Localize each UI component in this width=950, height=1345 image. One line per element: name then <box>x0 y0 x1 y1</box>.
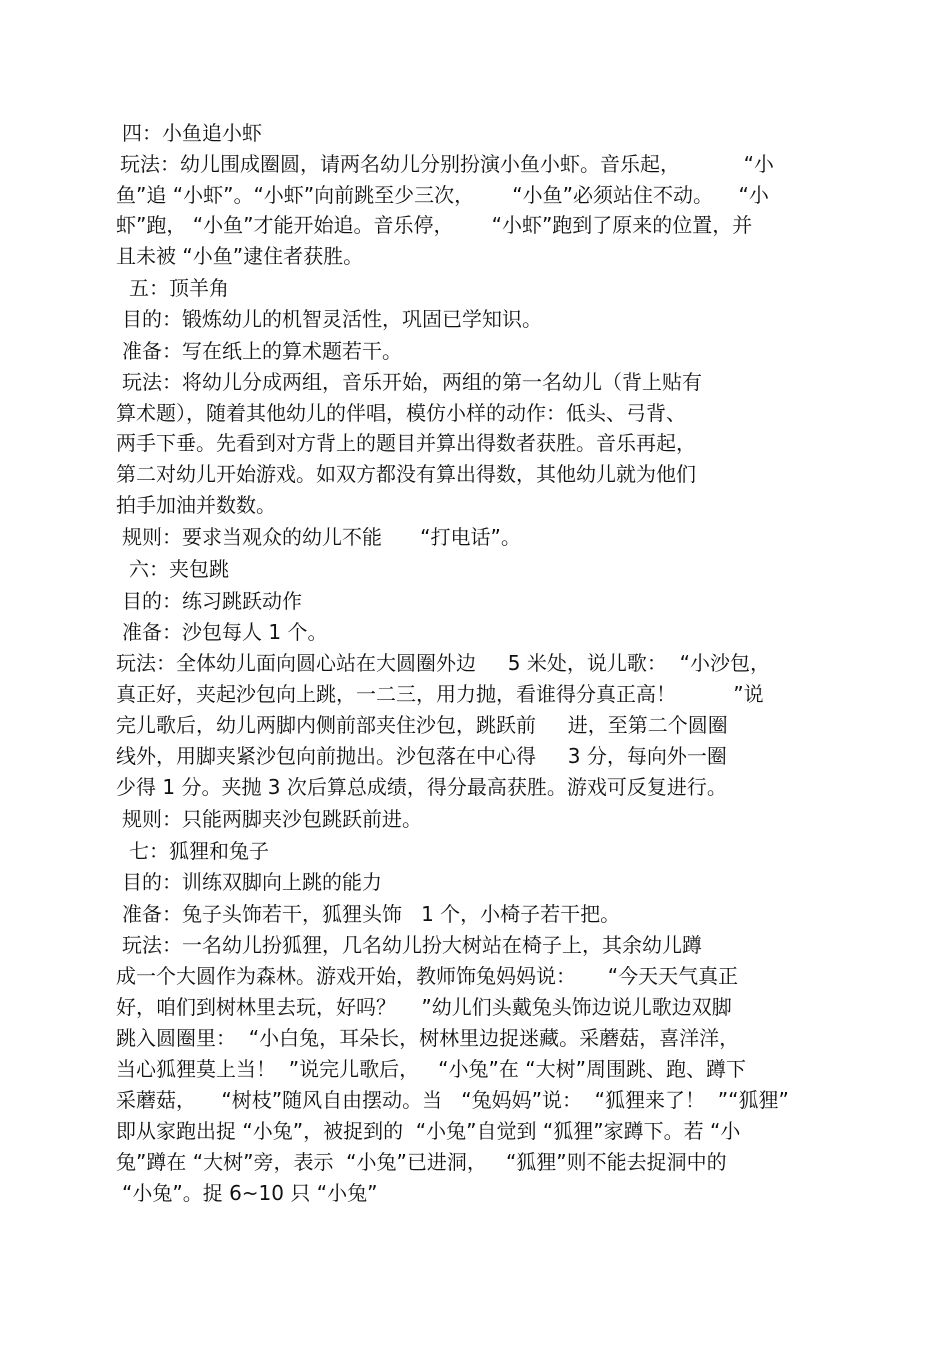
section-heading: 七：狐狸和兔子 <box>129 839 269 863</box>
paragraph-line: 且未被 “小鱼”逮住者获胜。 <box>116 244 364 268</box>
paragraph-line: 线外，用脚夹紧沙包向前抛出。沙包落在中心得 3 分，每向外一圈 <box>116 744 727 768</box>
paragraph-line: 目的：训练双脚向上跳的能力 <box>122 870 382 894</box>
paragraph-line: 跳入圆圈里： “小白兔，耳朵长，树林里边捉迷藏。采蘑菇，喜洋洋， <box>116 1026 740 1050</box>
paragraph-line: 第二对幼儿开始游戏。如双方都没有算出得数，其他幼儿就为他们 <box>116 462 696 486</box>
paragraph-line: 算术题），随着其他幼儿的伴唱，模仿小样的动作：低头、弓背、 <box>116 401 686 425</box>
paragraph-line: 真正好，夹起沙包向上跳，一二三，用力抛，看谁得分真正高！ ”说 <box>116 682 764 706</box>
paragraph-line: 准备：写在纸上的算术题若干。 <box>122 339 402 363</box>
paragraph-line: 规则：只能两脚夹沙包跳跃前进。 <box>122 807 422 831</box>
paragraph-line: 当心狐狸莫上当！ ”说完儿歌后， “小兔”在 “大树”周围跳、跑、蹲下 <box>116 1057 746 1081</box>
paragraph-line: 兔”蹲在 “大树”旁，表示 “小兔”已进洞， “狐狸”则不能去捉洞中的 <box>116 1150 727 1174</box>
section-heading: 六：夹包跳 <box>129 557 229 581</box>
paragraph-line: 拍手加油并数数。 <box>116 493 276 517</box>
section-heading: 四：小鱼追小虾 <box>122 121 262 145</box>
paragraph-line: 鱼”追 “小虾”。“小虾”向前跳至少三次， “小鱼”必须站住不动。 “小 <box>116 183 769 207</box>
paragraph-line: 好，咱们到树林里去玩，好吗？ ”幼儿们头戴兔头饰边说儿歌边双脚 <box>116 995 732 1019</box>
paragraph-line: 完儿歌后，幼儿两脚内侧前部夹住沙包，跳跃前 进，至第二个圆圈 <box>116 713 728 737</box>
paragraph-line: 目的：练习跳跃动作 <box>122 589 302 613</box>
paragraph-line: 目的：锻炼幼儿的机智灵活性，巩固已学知识。 <box>122 307 542 331</box>
paragraph-line: 规则：要求当观众的幼儿不能 “打电话”。 <box>122 525 521 549</box>
paragraph-line: 准备：沙包每人 1 个。 <box>122 620 328 644</box>
paragraph-line: 两手下垂。先看到对方背上的题目并算出得数者获胜。音乐再起， <box>116 431 696 455</box>
paragraph-line: 成一个大圆作为森林。游戏开始，教师饰兔妈妈说： “今天天气真正 <box>116 964 739 988</box>
paragraph-line: 虾”跑， “小鱼”才能开始追。音乐停， “小虾”跑到了原来的位置，并 <box>116 213 753 237</box>
paragraph-line: 玩法：将幼儿分成两组，音乐开始，两组的第一名幼儿（背上贴有 <box>122 370 702 394</box>
paragraph-line: 玩法：幼儿围成圈圆，请两名幼儿分别扮演小鱼小虾。音乐起， “小 <box>120 152 774 176</box>
paragraph-line: 少得 1 分。夹抛 3 次后算总成绩，得分最高获胜。游戏可反复进行。 <box>116 775 727 799</box>
paragraph-line: 即从家跑出捉 “小兔”，被捉到的 “小兔”自觉到 “狐狸”家蹲下。若 “小 <box>116 1119 741 1143</box>
paragraph-line: 玩法：全体幼儿面向圆心站在大圆圈外边 5 米处，说儿歌： “小沙包， <box>116 651 770 675</box>
paragraph-line: 采蘑菇， “树枝”随风自由摆动。当 “兔妈妈”说： “狐狸来了！ ”“狐狸” <box>116 1088 789 1112</box>
section-heading: 五：顶羊角 <box>129 276 229 300</box>
paragraph-line: 准备：兔子头饰若干，狐狸头饰 1 个，小椅子若干把。 <box>122 902 621 926</box>
paragraph-line: 玩法：一名幼儿扮狐狸，几名幼儿扮大树站在椅子上，其余幼儿蹲 <box>122 933 702 957</box>
paragraph-line: “小兔”。捉 6~10 只 “小兔” <box>122 1181 378 1205</box>
